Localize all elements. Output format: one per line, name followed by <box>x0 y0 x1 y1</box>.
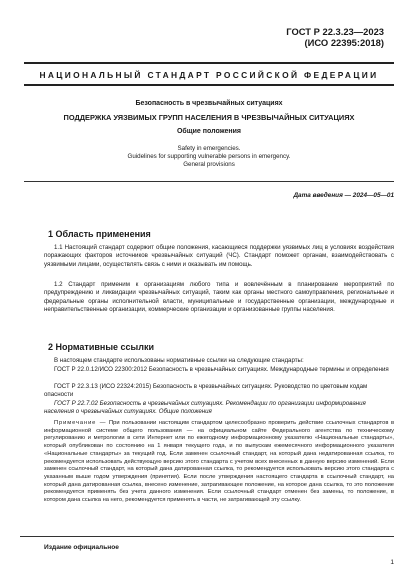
english-title-line-1: Safety in emergencies. <box>177 145 241 152</box>
standard-number: ГОСТ Р 22.3.23—2023 <box>286 26 384 37</box>
title-category: Безопасность в чрезвычайных ситуациях <box>135 100 283 107</box>
official-edition-label: Издание официальное <box>44 544 119 551</box>
footer-rule <box>20 536 394 537</box>
national-standard-banner: НАЦИОНАЛЬНЫЙ СТАНДАРТ РОССИЙСКОЙ ФЕДЕРАЦИИ <box>39 70 379 80</box>
iso-number: (ИСО 22395:2018) <box>304 37 384 48</box>
section-2-heading: 2 Нормативные ссылки <box>48 342 154 352</box>
normative-reference-3: ГОСТ Р 22.7.02 Безопасность в чрезвычайных ситуациях. Рекомендации по организации информирования населения о чрезвычайных ситуациях. Общие положения <box>44 400 366 416</box>
section-2-intro: В настоящем стандарте использованы нормативные ссылки на следующие стандарты: <box>54 357 304 364</box>
note-text: При пользовании настоящим стандартом целесообразно проверить действие ссылочных стандартов в информационной системе общего пользования — на официальном сайте Федерального агентства по техническому регулированию и метрологии в сети Интернет или по ежегодному информационному указателю «Национальные стандарты», который опубликован по состоянию на 1 января текущего года, и по выпускам ежемесячного информационного указателя «Национальные стандарты» за текущий год. Если заменен ссылочный стандарт, на который дана недатированная ссылка, то рекомендуется использовать действующую версию этого стандарта с учетом всех внесенных в данную версию изменений. Если заменен ссылочный стандарт, на который дана датированная ссылка, то рекомендуется использовать версию этого стандарта с указанным выше годом утверждения (принятия). Если после утверждения настоящего стандарта в ссылочный стандарт, на который дана датированная ссылка, внесено изменение, затрагивающее положение, на которое дана ссылка, то это положение рекомендуется применять без учета данного изменения. Если ссылочный стандарт отменен без замены, то положение, в котором дана ссылка на него, рекомендуется применять в части, не затрагивающей эту ссылку. <box>44 420 394 504</box>
header-rule-bottom <box>24 84 394 86</box>
normative-reference-2: ГОСТ Р 22.3.13 (ИСО 22324:2015) Безопасность в чрезвычайных ситуациях. Руководство по цветовым кодам опасности <box>44 383 368 399</box>
header-rule-top <box>24 62 394 64</box>
note-label: Примечание — <box>54 420 107 426</box>
section-1-heading: 1 Область применения <box>48 229 151 239</box>
document-title: ПОДДЕРЖКА УЯЗВИМЫХ ГРУПП НАСЕЛЕНИЯ В ЧРЕЗВЫЧАЙНЫХ СИТУАЦИЯХ <box>63 113 355 122</box>
title-divider <box>24 181 394 182</box>
title-general-provisions: Общие положения <box>176 128 242 135</box>
normative-reference-1: ГОСТ Р 22.0.12/ИСО 22300:2012 Безопасность в чрезвычайных ситуациях. Международные термины и определения <box>54 366 389 373</box>
section-1-paragraph-1: 1.1 Настоящий стандарт содержит общие положения, касающиеся поддержки уязвимых лиц в условиях воздействия поражающих факторов источников чрезвычайных ситуаций (ЧС). Стандарт поможет органам, взаимодействовать с уязвимыми лицами, осуществлять связь с ними и оказывать им помощь. <box>44 244 394 268</box>
introduction-date: Дата введения — 2024—05—01 <box>293 192 394 199</box>
english-title-line-3: General provisions <box>183 161 235 168</box>
english-title-line-2: Guidelines for supporting vulnerable persons in emergency. <box>127 153 291 160</box>
page-number: 1 <box>390 559 394 566</box>
section-1-paragraph-2: 1.2 Стандарт применим к организациям любого типа и вовлечённым в планирование мероприятий по предупреждению и ликвидации чрезвычайных ситуаций, таким как органы местного самоуправления, региональные и федеральные органы исполнительной власти, муниципальные и государственные организации, международные и неправительственные организации, коммерческие организации и организованные группы населения. <box>44 281 394 313</box>
reference-note <box>44 420 394 505</box>
